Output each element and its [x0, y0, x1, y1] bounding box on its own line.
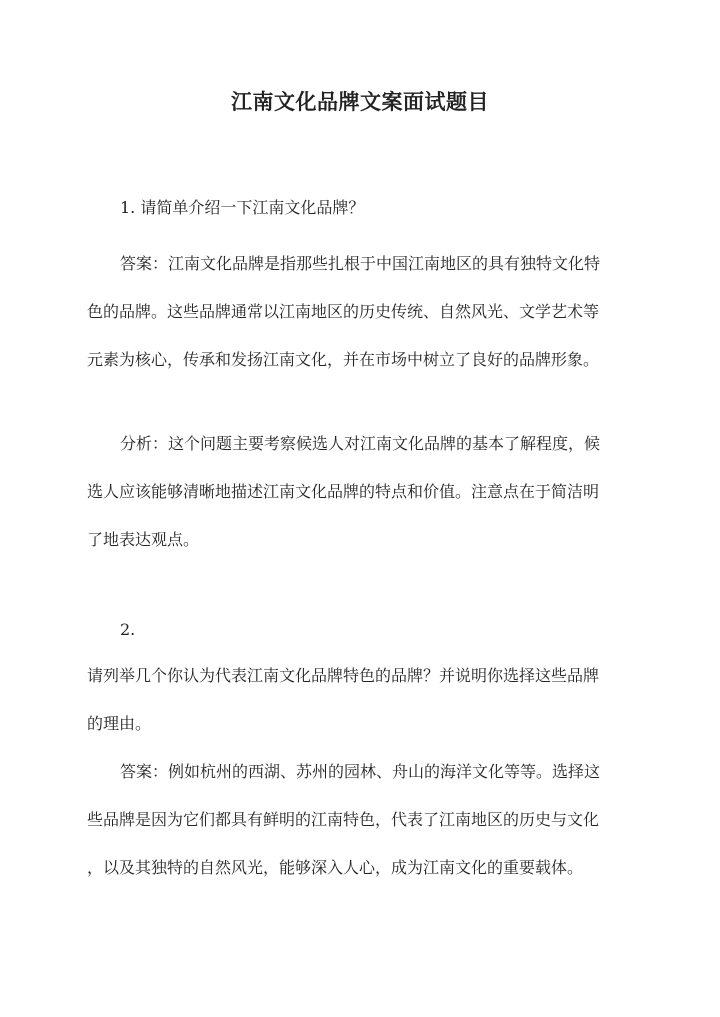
question-2 [87, 652, 635, 748]
answer-1 [87, 240, 635, 288]
question-2-line: 的理由。 [87, 714, 152, 733]
answer-1-line: 元素为核心，传承和发扬江南文化，并在市场中树立了良好的品牌形象。 [87, 350, 600, 369]
question-1 [87, 184, 635, 232]
answer-2 [87, 748, 635, 796]
question-1-text: 1. 请简单介绍一下江南文化品牌？ [120, 198, 365, 217]
page-title: 江南文化品牌文案面试题目 [231, 89, 489, 114]
analysis-1 [87, 420, 635, 468]
analysis-1-line: 选人应该能够清晰地描述江南文化品牌的特点和价值。注意点在于简洁明 [87, 482, 600, 501]
question-2-number [87, 606, 635, 654]
answer-1-line: 色的品牌。这些品牌通常以江南地区的历史传统、自然风光、文学艺术等 [87, 302, 600, 321]
answer-2-line: 些品牌是因为它们都具有鲜明的江南特色，代表了江南地区的历史与文化 [87, 810, 600, 829]
answer-2-cont [87, 796, 635, 892]
answer-2-line: ，以及其独特的自然风光，能够深入人心，成为江南文化的重要载体。 [87, 858, 584, 877]
analysis-1-line: 了地表达观点。 [87, 530, 200, 549]
answer-1-line: 答案：江南文化品牌是指那些扎根于中国江南地区的具有独特文化特 [120, 254, 601, 273]
analysis-1-line: 分析：这个问题主要考察候选人对江南文化品牌的基本了解程度，候 [120, 434, 601, 453]
question-2-line: 请列举几个你认为代表江南文化品牌特色的品牌？并说明你选择这些品牌 [87, 666, 600, 685]
answer-1-cont [87, 288, 635, 384]
answer-2-line: 答案：例如杭州的西湖、苏州的园林、舟山的海洋文化等等。选择这 [120, 762, 601, 781]
analysis-1-cont [87, 468, 635, 564]
question-2-number-text: 2. [120, 620, 136, 639]
